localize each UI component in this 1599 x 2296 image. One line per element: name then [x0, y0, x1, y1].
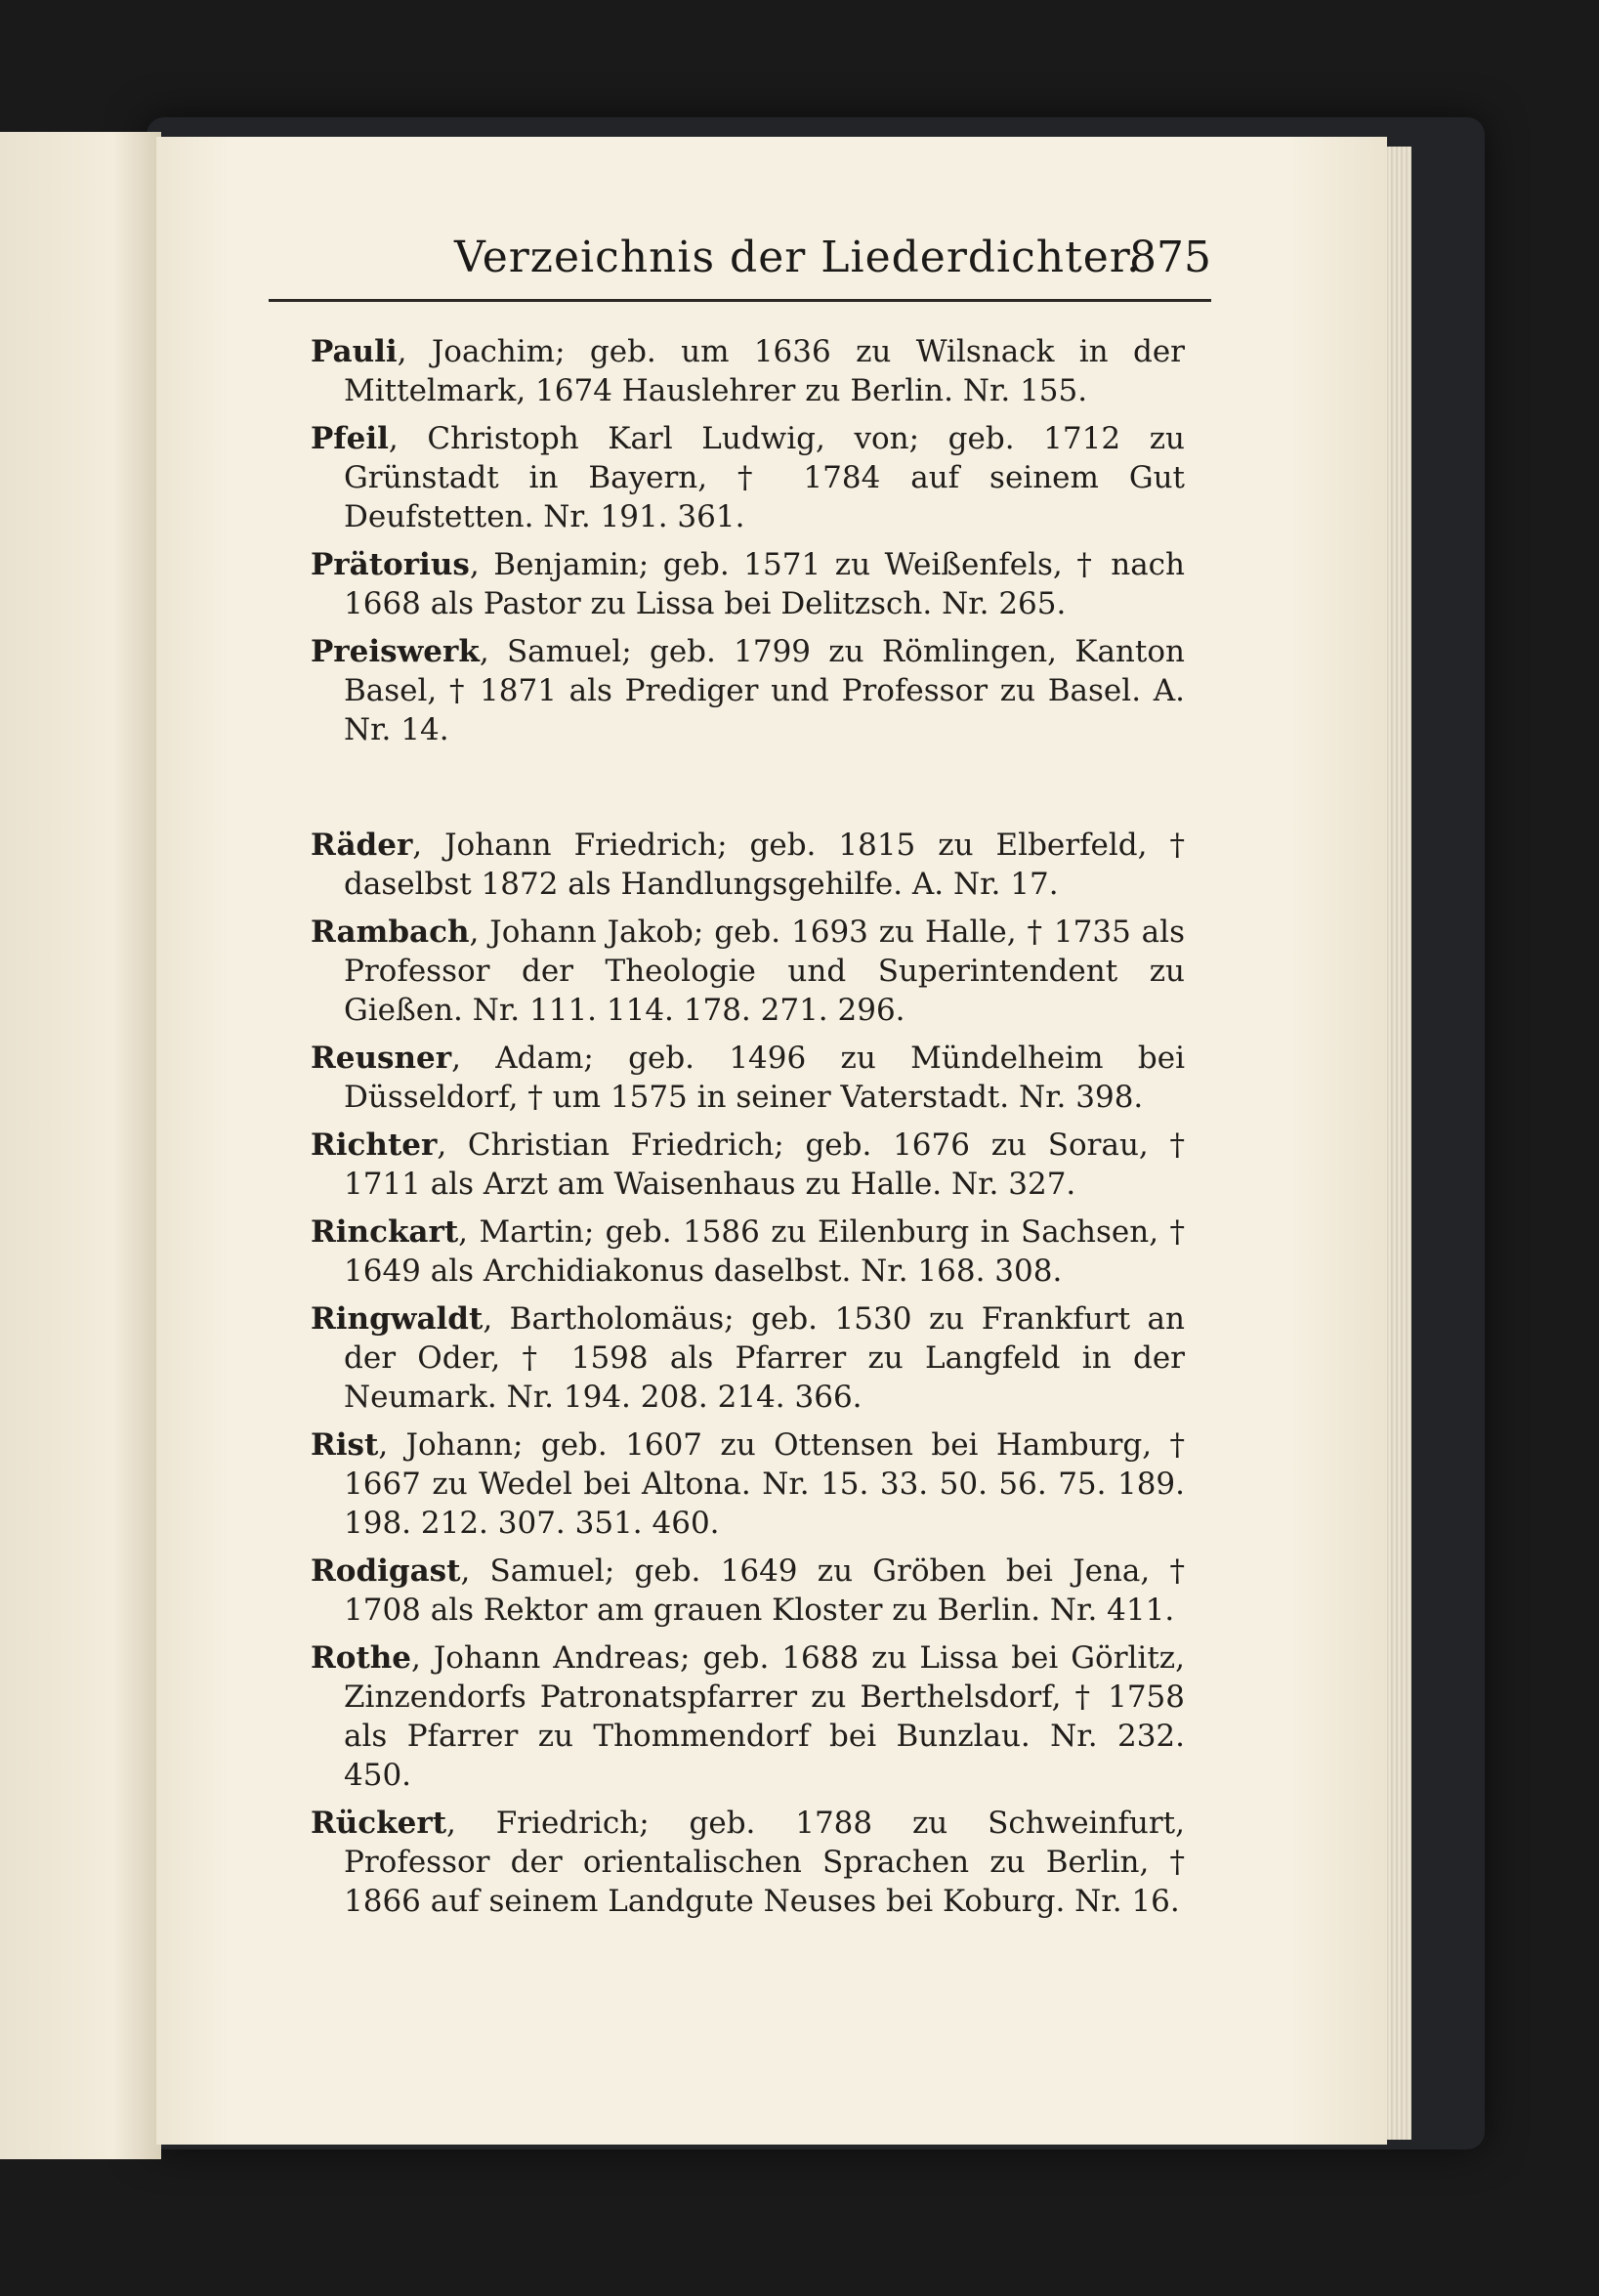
entry-text: , Johann Friedrich; geb. 1815 zu Elberfeld, † daselbst 1872 als Handlungsgehilfe. A. Nr. 17.: [344, 828, 1185, 902]
index-entry: [311, 1425, 1185, 1543]
entry-text: , Friedrich; geb. 1788 zu Schweinfurt, Professor der orientalischen Sprachen zu Berlin, † 1866 auf seinem Landgute Neuses bei Koburg. Nr. 16.: [344, 1806, 1185, 1919]
index-entry: [311, 1638, 1185, 1795]
header-rule: [269, 299, 1211, 302]
running-header: [269, 225, 1211, 293]
entry-text: , Bartholomäus; geb. 1530 zu Frankfurt an der Oder, † 1598 als Pfarrer zu Langfeld in der Neumark. Nr. 194. 208. 214. 366.: [344, 1301, 1185, 1415]
entry-name: Rothe: [311, 1640, 412, 1676]
entry-text: , Samuel; geb. 1799 zu Römlingen, Kanton Basel, † 1871 als Prediger und Professor zu Basel. A. Nr. 14.: [344, 634, 1185, 747]
index-entry: [311, 632, 1185, 749]
entry-text: , Adam; geb. 1496 zu Mündelheim bei Düsseldorf, † um 1575 in seiner Vaterstadt. Nr. 398.: [344, 1041, 1185, 1115]
index-entry: [311, 1299, 1185, 1417]
index-entry: [311, 545, 1185, 623]
entry-text: , Samuel; geb. 1649 zu Gröben bei Jena, † 1708 als Rektor am grauen Kloster zu Berlin. Nr. 411.: [344, 1553, 1185, 1628]
entry-text: , Johann; geb. 1607 zu Ottensen bei Hamburg, † 1667 zu Wedel bei Altona. Nr. 15. 33. 50. 56. 75. 189. 198. 212. 307. 351. 460.: [344, 1427, 1185, 1541]
entry-text: , Christoph Karl Ludwig, von; geb. 1712 zu Grünstadt in Bayern, † 1784 auf seinem Gut Deufstetten. Nr. 191. 361.: [344, 421, 1185, 534]
page-number: 875: [1129, 233, 1211, 282]
previous-page-edge: [0, 132, 161, 2159]
entry-name: Preiswerk: [311, 634, 480, 669]
entry-text: , Benjamin; geb. 1571 zu Weißenfels, † nach 1668 als Pastor zu Lissa bei Delitzsch. Nr. 265.: [344, 547, 1185, 621]
index-entry: [311, 1804, 1185, 1921]
index-entry: [311, 1552, 1185, 1630]
entry-name: Ringwaldt: [311, 1301, 484, 1337]
page-title: Verzeichnis der Liederdichter.: [454, 233, 1141, 282]
index-entry: [311, 826, 1185, 904]
entry-name: Richter: [311, 1127, 438, 1163]
entry-name: Reusner: [311, 1041, 452, 1076]
index-entry: [311, 1212, 1185, 1291]
entry-text: , Martin; geb. 1586 zu Eilenburg in Sachsen, † 1649 als Archidiakonus daselbst. Nr. 168. 308.: [344, 1214, 1185, 1289]
index-entry: [311, 1039, 1185, 1117]
entry-name: Rodigast: [311, 1553, 461, 1589]
entry-text: , Johann Jakob; geb. 1693 zu Halle, † 1735 als Professor der Theologie und Superintendent zu Gießen. Nr. 111. 114. 178. 271. 296.: [344, 914, 1185, 1028]
entry-name: Rist: [311, 1427, 379, 1463]
index-entry: [311, 1126, 1185, 1204]
entry-name: Pfeil: [311, 421, 389, 456]
entry-text: , Christian Friedrich; geb. 1676 zu Sorau, † 1711 als Arzt am Waisenhaus zu Halle. Nr. 327.: [344, 1127, 1185, 1202]
index-entry: [311, 913, 1185, 1030]
entry-name: Rinckart: [311, 1214, 459, 1250]
entry-text: , Joachim; geb. um 1636 zu Wilsnack in der Mittelmark, 1674 Hauslehrer zu Berlin. Nr. 155.: [344, 334, 1185, 408]
entry-name: Räder: [311, 828, 413, 863]
entry-name: Rambach: [311, 914, 470, 950]
index-entry: [311, 332, 1185, 410]
index-entries: [311, 332, 1185, 1930]
entry-name: Rückert: [311, 1806, 447, 1841]
entry-name: Pauli: [311, 334, 398, 369]
index-entry: [311, 419, 1185, 536]
entry-name: Prätorius: [311, 547, 470, 582]
entry-text: , Johann Andreas; geb. 1688 zu Lissa bei Görlitz, Zinzendorfs Patronatspfarrer zu Berthelsdorf, † 1758 als Pfarrer zu Thommendorf bei Bunzlau. Nr. 232. 450.: [344, 1640, 1185, 1793]
